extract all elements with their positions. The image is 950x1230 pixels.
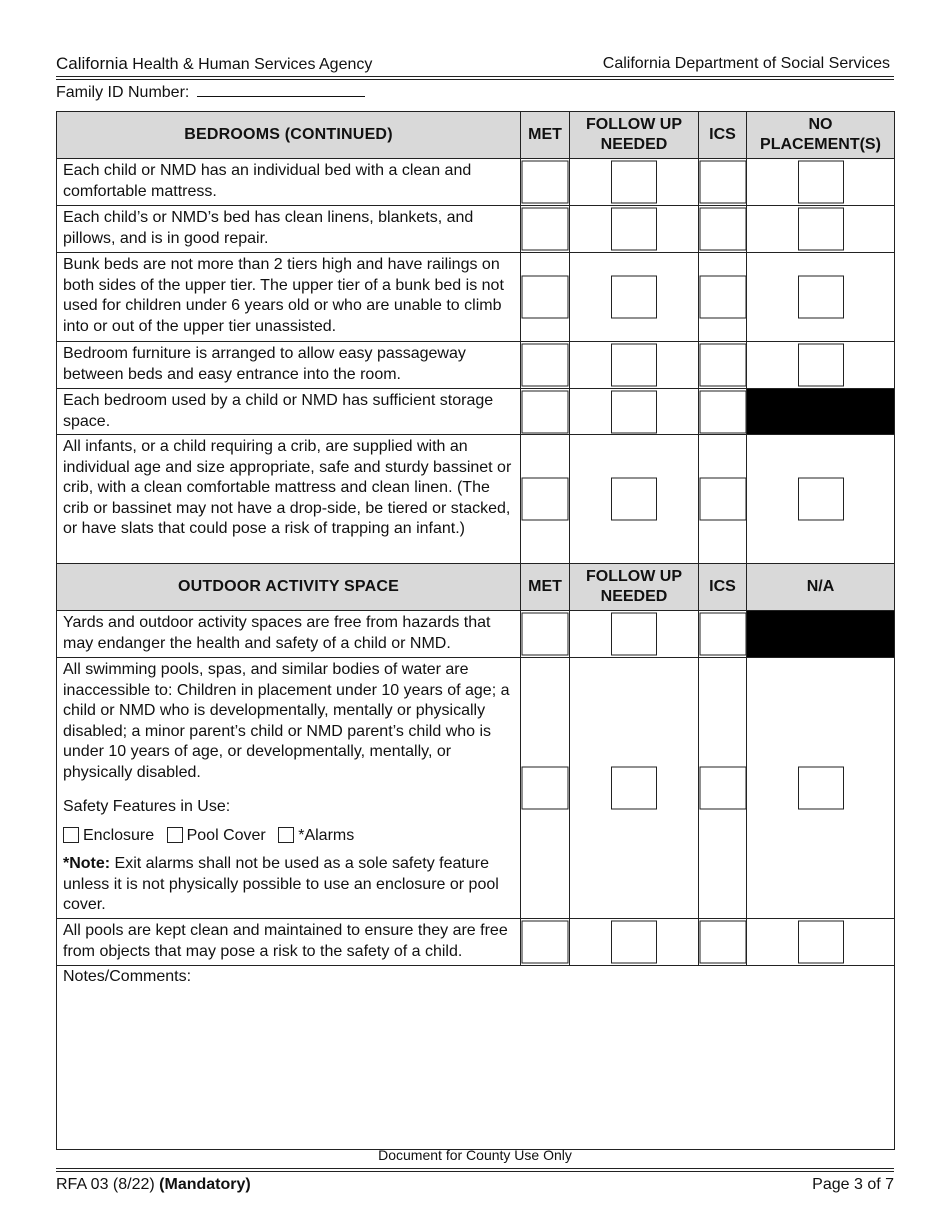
header-rule	[56, 76, 894, 80]
met-cell	[521, 206, 570, 253]
no-placement-checkbox[interactable]	[798, 276, 844, 319]
alarms-checkbox[interactable]	[278, 827, 294, 843]
ics-checkbox[interactable]	[699, 921, 746, 964]
ics-cell	[699, 159, 747, 206]
ics-cell	[699, 658, 747, 919]
agency-name: California Health & Human Services Agency	[56, 54, 373, 73]
met-checkbox[interactable]	[522, 767, 569, 810]
ics-checkbox[interactable]	[699, 767, 746, 810]
option-pool-cover[interactable]: Pool Cover	[167, 826, 266, 847]
no-placement-checkbox[interactable]	[798, 208, 844, 251]
ics-checkbox[interactable]	[699, 478, 746, 521]
no-placement-checkbox[interactable]	[798, 161, 844, 204]
no-placement-cell	[747, 435, 895, 564]
no-placement-checkbox[interactable]	[798, 478, 844, 521]
col-na: N/A	[747, 564, 895, 611]
follow-up-checkbox[interactable]	[611, 767, 657, 810]
notes-row	[57, 966, 895, 1150]
follow-up-cell	[570, 611, 699, 658]
col-follow-up: FOLLOW UP NEEDED	[570, 564, 699, 611]
table-row	[57, 253, 895, 342]
footer-rule	[56, 1168, 894, 1172]
met-checkbox[interactable]	[522, 208, 569, 251]
checklist-table	[56, 111, 895, 1150]
bedrooms-header-row	[57, 112, 895, 159]
na-checkbox[interactable]	[798, 767, 844, 810]
requirement-text: Each bedroom used by a child or NMD has sufficient storage space.	[57, 389, 521, 435]
no-placement-cell	[747, 159, 895, 206]
requirement-text: Bedroom furniture is arranged to allow easy passageway between beds and easy entrance into the room.	[57, 342, 521, 389]
col-met: MET	[521, 564, 570, 611]
follow-up-checkbox[interactable]	[611, 921, 657, 964]
follow-up-cell	[570, 342, 699, 389]
met-checkbox[interactable]	[522, 344, 569, 387]
notes-comments-field[interactable]	[57, 966, 895, 1150]
table-row	[57, 611, 895, 658]
met-checkbox[interactable]	[522, 478, 569, 521]
table-row	[57, 435, 895, 564]
page-number: Page 3 of 7	[812, 1176, 894, 1193]
met-checkbox[interactable]	[522, 921, 569, 964]
met-cell	[521, 159, 570, 206]
requirement-text: All pools are kept clean and maintained to ensure they are free from objects that may pose a risk to the safety of a child.	[57, 919, 521, 966]
no-placement-cell	[747, 342, 895, 389]
form-id: RFA 03 (8/22) (Mandatory)	[56, 1176, 251, 1193]
ics-cell	[699, 435, 747, 564]
not-applicable-cell	[747, 611, 895, 658]
follow-up-checkbox[interactable]	[611, 478, 657, 521]
follow-up-checkbox[interactable]	[611, 276, 657, 319]
safety-features-label: Safety Features in Use:	[63, 798, 231, 815]
table-row	[57, 389, 895, 435]
follow-up-cell	[570, 159, 699, 206]
col-follow-up: FOLLOW UP NEEDED	[570, 112, 699, 159]
family-id-blank[interactable]	[197, 83, 365, 97]
notes-label: Notes/Comments:	[63, 968, 192, 985]
ics-checkbox[interactable]	[699, 344, 746, 387]
department-name: California Department of Social Services	[602, 55, 890, 72]
pool-cover-checkbox[interactable]	[167, 827, 183, 843]
outdoor-header-row	[57, 564, 895, 611]
table-row	[57, 206, 895, 253]
table-row	[57, 658, 895, 919]
requirement-text: Each child or NMD has an individual bed with a clean and comfortable mattress.	[57, 159, 521, 206]
section-title: OUTDOOR ACTIVITY SPACE	[57, 564, 521, 611]
safety-features	[63, 826, 514, 847]
col-ics: ICS	[699, 112, 747, 159]
follow-up-checkbox[interactable]	[611, 344, 657, 387]
note: *Note: Exit alarms shall not be used as a sole safety feature unless it is not physically possible to use an enclosure or pool cover.	[63, 855, 499, 913]
ics-checkbox[interactable]	[699, 390, 746, 433]
ics-cell	[699, 253, 747, 342]
no-placement-cell	[747, 206, 895, 253]
section-title: BEDROOMS (CONTINUED)	[57, 112, 521, 159]
met-cell	[521, 253, 570, 342]
ics-cell	[699, 919, 747, 966]
met-cell	[521, 658, 570, 919]
col-no-placement: NO PLACEMENT(S)	[747, 112, 895, 159]
follow-up-checkbox[interactable]	[611, 161, 657, 204]
enclosure-checkbox[interactable]	[63, 827, 79, 843]
follow-up-cell	[570, 435, 699, 564]
met-checkbox[interactable]	[522, 613, 569, 656]
met-cell	[521, 435, 570, 564]
follow-up-cell	[570, 389, 699, 435]
met-checkbox[interactable]	[522, 390, 569, 433]
ics-checkbox[interactable]	[699, 161, 746, 204]
ics-cell	[699, 611, 747, 658]
follow-up-cell	[570, 919, 699, 966]
no-placement-checkbox[interactable]	[798, 344, 844, 387]
met-cell	[521, 342, 570, 389]
na-cell	[747, 919, 895, 966]
requirement-text	[57, 658, 521, 919]
no-placement-cell	[747, 253, 895, 342]
met-cell	[521, 919, 570, 966]
option-enclosure[interactable]: Enclosure	[63, 826, 154, 847]
col-ics: ICS	[699, 564, 747, 611]
na-checkbox[interactable]	[798, 921, 844, 964]
met-cell	[521, 389, 570, 435]
family-id-field[interactable]	[56, 83, 365, 102]
page-header	[56, 52, 894, 78]
not-applicable-cell	[747, 389, 895, 435]
ics-cell	[699, 342, 747, 389]
requirement-text: Bunk beds are not more than 2 tiers high and have railings on both sides of the upper tier. The upper tier of a bunk bed is not used for children under 6 years old or who are unable to climb into or out of the upper tier unassisted.	[57, 253, 521, 342]
met-cell	[521, 611, 570, 658]
table-row	[57, 342, 895, 389]
ics-checkbox[interactable]	[699, 613, 746, 656]
follow-up-cell	[570, 206, 699, 253]
met-checkbox[interactable]	[522, 276, 569, 319]
ics-checkbox[interactable]	[699, 208, 746, 251]
ics-cell	[699, 389, 747, 435]
follow-up-checkbox[interactable]	[611, 390, 657, 433]
requirement-text: Each child’s or NMD’s bed has clean linens, blankets, and pillows, and is in good repair.	[57, 206, 521, 253]
follow-up-checkbox[interactable]	[611, 208, 657, 251]
follow-up-checkbox[interactable]	[611, 613, 657, 656]
table-row	[57, 919, 895, 966]
met-checkbox[interactable]	[522, 161, 569, 204]
county-use-note: Document for County Use Only	[378, 1147, 572, 1163]
pool-requirement: All swimming pools, spas, and similar bodies of water are inaccessible to: Children in placement under 10 years of age; a child or NMD who is developmentally, mentally or physically disabled; a minor parent’s child or NMD parent’s child who is under 10 years of age, or developmentally, mentally, or physically disabled.	[63, 661, 510, 781]
family-id-label: Family ID Number:	[56, 84, 190, 101]
ics-cell	[699, 206, 747, 253]
ics-checkbox[interactable]	[699, 276, 746, 319]
option-alarms[interactable]: *Alarms	[278, 826, 354, 847]
follow-up-cell	[570, 253, 699, 342]
requirement-text: All infants, or a child requiring a crib, are supplied with an individual age and size appropriate, safe and sturdy bassinet or crib, with a clean comfortable mattress and clean linen. (The crib or bassinet may not have a drop-side, be tiered or stacked, or have slats that could pose a risk of trapping an infant.)	[57, 435, 521, 564]
na-cell	[747, 658, 895, 919]
follow-up-cell	[570, 658, 699, 919]
table-row	[57, 159, 895, 206]
requirement-text: Yards and outdoor activity spaces are free from hazards that may endanger the health and safety of a child or NMD.	[57, 611, 521, 658]
col-met: MET	[521, 112, 570, 159]
